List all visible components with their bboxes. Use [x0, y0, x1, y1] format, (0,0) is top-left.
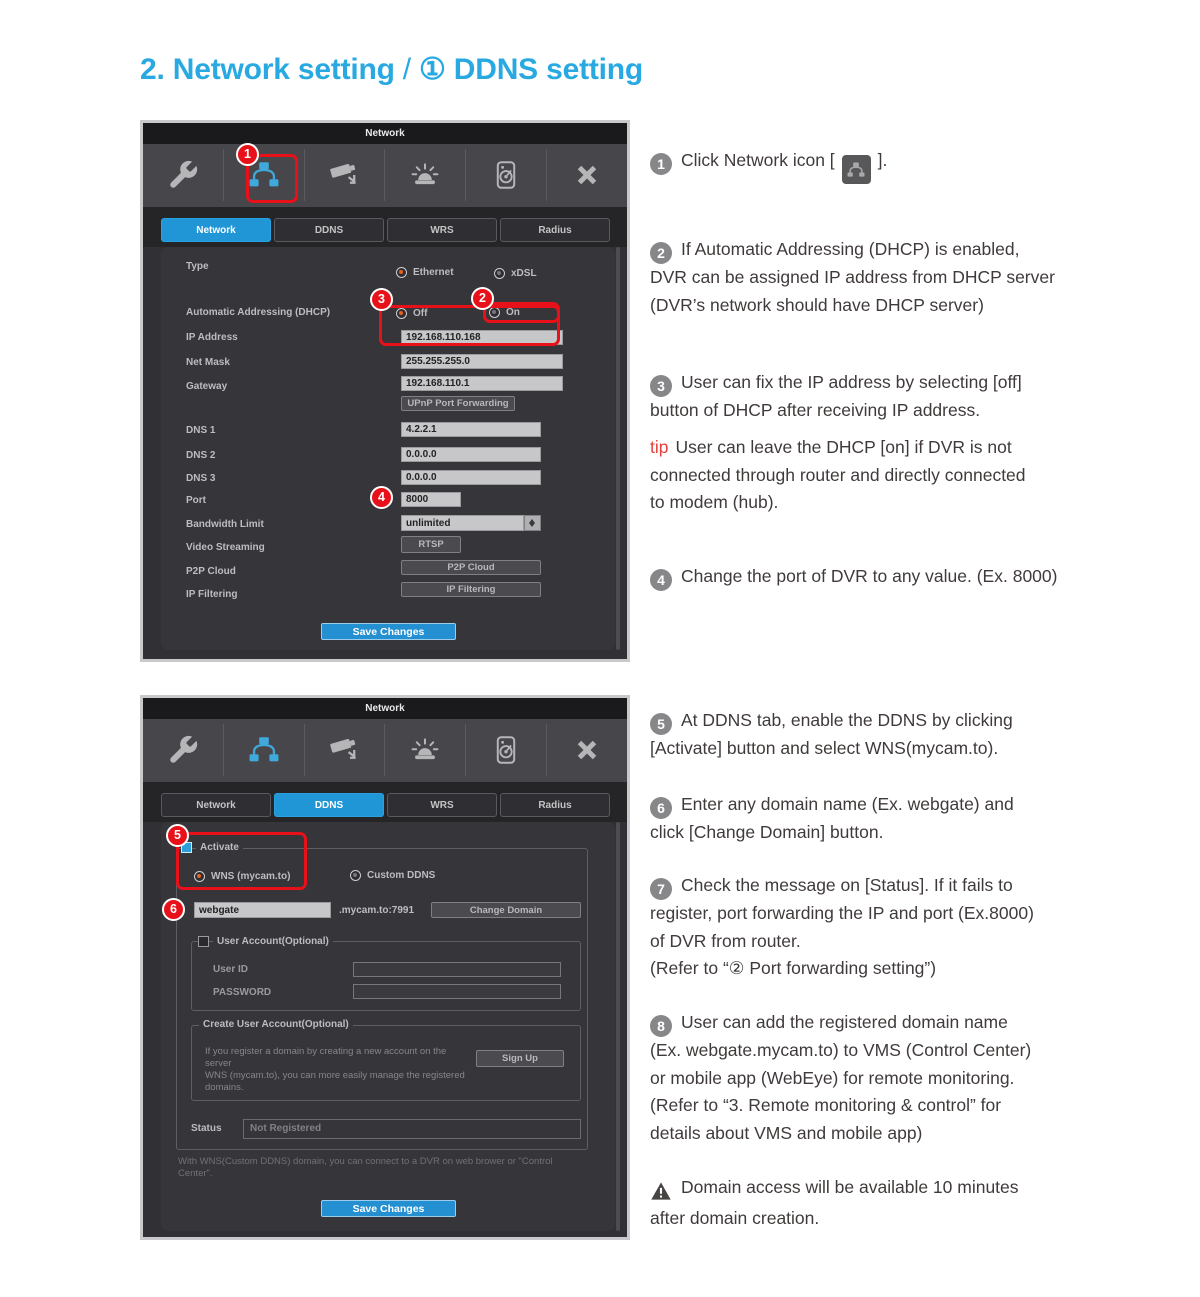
dns1-input[interactable]: [401, 422, 541, 437]
dns2-label: DNS 2: [186, 450, 216, 461]
instruction-5: 5 At DDNS tab, enable the DDNS by clicking [Activate] button and select WNS(mycam.to).: [650, 710, 1013, 758]
callout-box-dhcp-on: [483, 302, 560, 323]
network-toolbar-button[interactable]: [224, 724, 305, 776]
status-value: Not Registered: [243, 1119, 581, 1139]
tab-network[interactable]: Network: [161, 793, 271, 817]
instruction-6: 6 Enter any domain name (Ex. webgate) and click [Change Domain] button.: [650, 794, 1014, 842]
tab-ddns[interactable]: DDNS: [274, 793, 384, 817]
wrench-icon: [166, 733, 200, 767]
p2p-cloud-label: P2P Cloud: [186, 566, 236, 577]
create-account-legend: Create User Account(Optional): [199, 1019, 353, 1030]
wrench-icon: [166, 158, 200, 192]
ddns-footer-note: With WNS(Custom DDNS) domain, you can connect to a DVR on web brower or "Control Center".: [178, 1156, 553, 1179]
toolbar: [143, 144, 627, 207]
p2p-cloud-button[interactable]: P2P Cloud: [401, 560, 541, 575]
instruction-3: 3 User can fix the IP address by selecting [off] button of DHCP after receiving IP address.: [650, 372, 1022, 420]
dhcp-off-label[interactable]: Off: [413, 308, 428, 319]
password-label: PASSWORD: [213, 987, 272, 998]
port-input[interactable]: [401, 492, 461, 507]
network-icon: [842, 155, 871, 184]
change-domain-button[interactable]: Change Domain: [431, 902, 581, 918]
siren-icon: [408, 158, 442, 192]
step-number: 5: [650, 713, 672, 735]
tab-strip: [143, 207, 627, 247]
camera-icon: [328, 158, 362, 192]
close-toolbar-button[interactable]: [547, 149, 627, 201]
type-xdsl-radio[interactable]: [494, 268, 505, 279]
custom-ddns-label[interactable]: Custom DDNS: [367, 870, 436, 881]
settings-toolbar-button[interactable]: [143, 724, 224, 776]
toolbar: [143, 719, 627, 782]
user-id-input[interactable]: [353, 962, 561, 977]
dns2-input[interactable]: [401, 447, 541, 462]
window-title: Network: [143, 698, 627, 719]
wns-label[interactable]: WNS (mycam.to): [211, 871, 291, 882]
callout-badge-6: 6: [162, 898, 185, 921]
type-ethernet-radio[interactable]: [396, 267, 407, 278]
instruction-4: 4 Change the port of DVR to any value. (Ex. 8000): [650, 563, 1072, 591]
network-settings-screenshot: [140, 120, 630, 662]
bandwidth-input[interactable]: [401, 515, 524, 531]
dns3-input[interactable]: [401, 470, 541, 485]
page-title: [140, 52, 643, 87]
custom-ddns-radio[interactable]: [350, 870, 361, 881]
camera-toolbar-button[interactable]: [305, 724, 386, 776]
callout-badge-5: 5: [166, 824, 189, 847]
video-streaming-label: Video Streaming: [186, 542, 265, 553]
alarm-toolbar-button[interactable]: [385, 149, 466, 201]
close-icon: [572, 735, 602, 765]
user-account-checkbox[interactable]: [198, 936, 209, 947]
window-title: Network: [143, 123, 627, 144]
bandwidth-label: Bandwidth Limit: [186, 519, 264, 530]
create-account-text: If you register a domain by creating a new account on the server WNS (mycam.to), you can more easily manage the registered domains.: [205, 1046, 465, 1093]
callout-badge-1: 1: [236, 143, 259, 166]
dns1-label: DNS 1: [186, 425, 216, 436]
instruction-2: 2 If Automatic Addressing (DHCP) is enabled, DVR can be assigned IP address from DHCP server (DVR’s network should have DHCP server): [650, 239, 1055, 315]
page-title-separator: /: [402, 53, 411, 86]
scrollbar[interactable]: [616, 822, 620, 1231]
alarm-toolbar-button[interactable]: [385, 724, 466, 776]
callout-box-activate: [176, 832, 307, 890]
step-number: 6: [650, 797, 672, 819]
ip-filtering-button[interactable]: IP Filtering: [401, 582, 541, 597]
save-changes-button[interactable]: Save Changes: [321, 623, 456, 640]
type-xdsl-label[interactable]: xDSL: [511, 268, 537, 279]
save-changes-button[interactable]: Save Changes: [321, 1200, 456, 1217]
siren-icon: [408, 733, 442, 767]
tab-network[interactable]: Network: [161, 218, 271, 242]
page-title-sub: ① DDNS setting: [418, 53, 644, 86]
port-label: Port: [186, 495, 206, 506]
domain-name-input[interactable]: [194, 902, 331, 918]
disk-toolbar-button[interactable]: [466, 724, 547, 776]
tab-wrs[interactable]: WRS: [387, 218, 497, 242]
step-number: 3: [650, 375, 672, 397]
instruction-1: 1 Click Network icon [ ].: [650, 147, 1072, 184]
activate-label[interactable]: Activate: [196, 842, 243, 853]
callout-badge-4: 4: [370, 486, 393, 509]
step-number: 4: [650, 569, 672, 591]
scrollbar[interactable]: [616, 247, 620, 650]
step-number: 2: [650, 242, 672, 264]
instruction-7: 7 Check the message on [Status]. If it fails to register, port forwarding the IP and port (Ex.8000) of DVR from router. (Refer to “② Port forwarding setting”): [650, 875, 1034, 978]
rtsp-button[interactable]: RTSP: [401, 536, 461, 553]
sign-up-button[interactable]: Sign Up: [476, 1050, 564, 1067]
bandwidth-stepper[interactable]: [524, 515, 541, 531]
instruction-tip: tip User can leave the DHCP [on] if DVR is not connected through router and directly connected to modem (hub).: [650, 437, 1026, 512]
callout-badge-3: 3: [370, 288, 393, 311]
hdd-icon: [489, 158, 523, 192]
dns3-label: DNS 3: [186, 473, 216, 484]
step-number: 7: [650, 878, 672, 900]
disk-toolbar-button[interactable]: [466, 149, 547, 201]
close-toolbar-button[interactable]: [547, 724, 627, 776]
tab-ddns[interactable]: DDNS: [274, 218, 384, 242]
tab-radius[interactable]: Radius: [500, 793, 610, 817]
ip-address-label: IP Address: [186, 332, 238, 343]
dhcp-label: Automatic Addressing (DHCP): [186, 307, 331, 318]
tab-radius[interactable]: Radius: [500, 218, 610, 242]
network-icon: [247, 733, 281, 767]
gateway-input[interactable]: [401, 376, 563, 391]
netmask-label: Net Mask: [186, 357, 230, 368]
step-number: 8: [650, 1015, 672, 1037]
type-label: Type: [186, 261, 209, 272]
upnp-port-forwarding-button[interactable]: UPnP Port Forwarding: [401, 396, 515, 411]
password-input[interactable]: [353, 984, 561, 999]
ip-filtering-label: IP Filtering: [186, 589, 238, 600]
camera-toolbar-button[interactable]: [305, 149, 386, 201]
gateway-label: Gateway: [186, 381, 228, 392]
page-title-main: 2. Network setting: [140, 53, 395, 86]
dhcp-on-label[interactable]: On: [506, 307, 520, 318]
instruction-warning: Domain access will be available 10 minutes after domain creation.: [650, 1177, 1019, 1228]
netmask-input[interactable]: [401, 354, 563, 369]
instruction-8: 8 User can add the registered domain name (Ex. webgate.mycam.to) to VMS (Control Center) or mobile app (WebEye) for remote monitoring. (Refer to “3. Remote monitoring & control” for details about VMS and mobile app): [650, 1012, 1032, 1143]
tab-wrs[interactable]: WRS: [387, 793, 497, 817]
camera-icon: [328, 733, 362, 767]
ddns-settings-screenshot: [140, 695, 630, 1240]
step-number: 1: [650, 153, 672, 175]
warning-icon: [650, 1177, 672, 1205]
type-ethernet-label[interactable]: Ethernet: [413, 267, 454, 278]
domain-suffix-label: .mycam.to:7991: [339, 905, 415, 916]
callout-badge-2: 2: [471, 287, 494, 310]
user-account-legend[interactable]: User Account(Optional): [213, 936, 333, 947]
user-id-label: User ID: [213, 964, 249, 975]
close-icon: [572, 160, 602, 190]
status-label: Status: [191, 1123, 222, 1134]
hdd-icon: [489, 733, 523, 767]
tab-strip: [143, 782, 627, 822]
settings-toolbar-button[interactable]: [143, 149, 224, 201]
tip-label: tip: [650, 437, 669, 457]
